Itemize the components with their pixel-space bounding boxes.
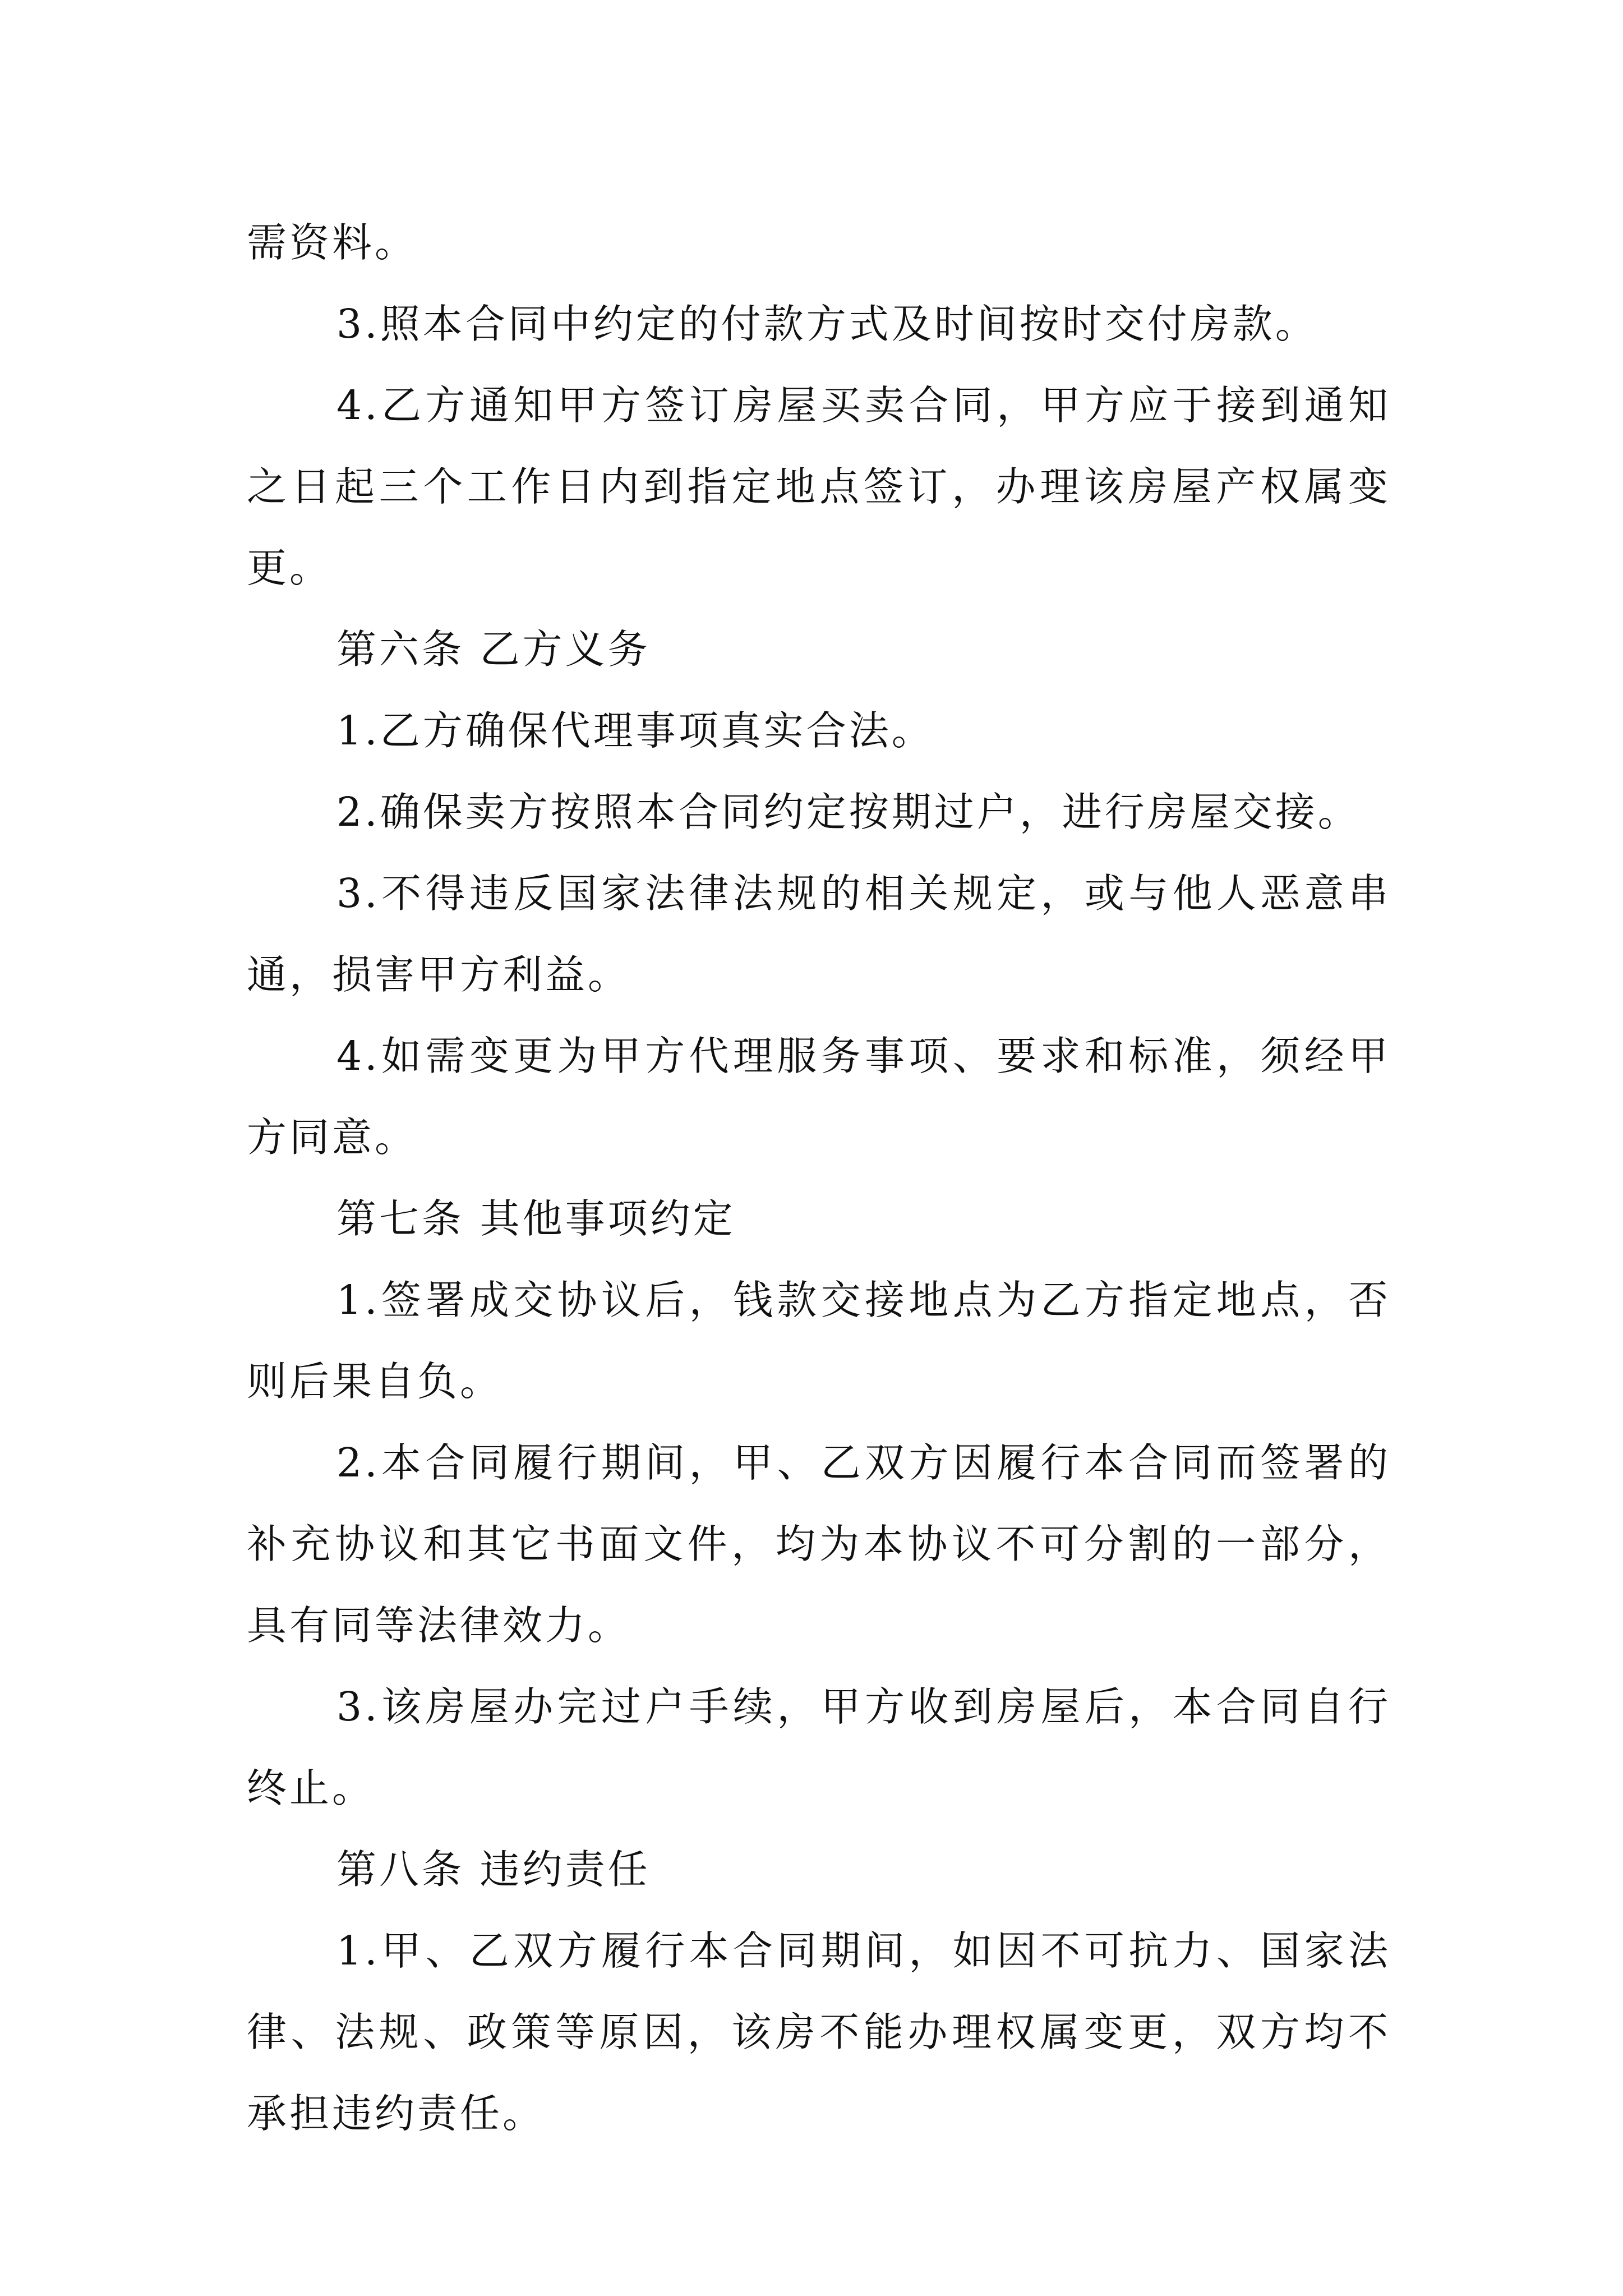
paragraph-5-3-payment: 3.照本合同中约定的付款方式及时间按时交付房款。 xyxy=(336,301,1318,347)
paragraph-6-3: 3.不得违反国家法律法规的相关规定，或与他人恶意串通，损害甲方利益。 xyxy=(247,870,1391,998)
paragraph-7-3: 3.该房屋办完过户手续，甲方收到房屋后，本合同自行终止。 xyxy=(247,1683,1391,1811)
heading-article-7: 第七条 其他事项约定 xyxy=(336,1195,736,1242)
document-body xyxy=(247,202,1391,2154)
paragraph-6-4: 4.如需变更为甲方代理服务事项、要求和标准，须经甲方同意。 xyxy=(247,1033,1391,1161)
paragraph-6-1: 1.乙方确保代理事项真实合法。 xyxy=(336,707,934,754)
heading-article-6: 第六条 乙方义务 xyxy=(336,626,651,673)
paragraph-7-1: 1.签署成交协议后，钱款交接地点为乙方指定地点，否则后果自负。 xyxy=(247,1277,1391,1405)
paragraph-continued-materials: 需资料。 xyxy=(247,219,418,266)
paragraph-7-2: 2.本合同履行期间，甲、乙双方因履行本合同而签署的补充协议和其它书面文件，均为本协议不可分割的一部分，具有同等法律效力。 xyxy=(247,1439,1391,1649)
paragraph-5-4-sign-contract: 4.乙方通知甲方签订房屋买卖合同，甲方应于接到通知之日起三个工作日内到指定地点签订，办理该房屋产权属变更。 xyxy=(247,382,1391,591)
paragraph-8-1: 1.甲、乙双方履行本合同期间，如因不可抗力、国家法律、法规、政策等原因，该房不能办理权属变更，双方均不承担违约责任。 xyxy=(247,1927,1391,2137)
paragraph-6-2: 2.确保卖方按照本合同约定按期过户，进行房屋交接。 xyxy=(336,789,1361,835)
heading-article-8: 第八条 违约责任 xyxy=(336,1846,651,1893)
